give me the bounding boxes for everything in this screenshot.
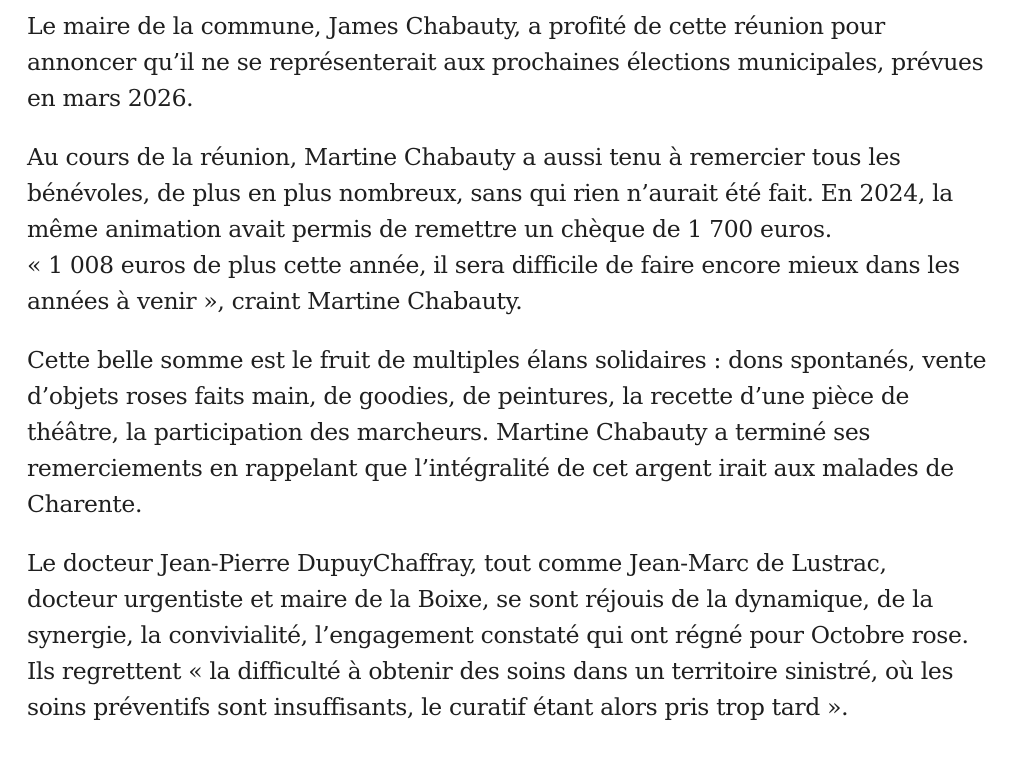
text-line: bénévoles, de plus en plus nombreux, sans qui rien n’aurait été fait. En 2024, la: [27, 179, 953, 207]
text-line: théâtre, la participation des marcheurs. Martine Chabauty a terminé ses: [27, 418, 871, 446]
text-line: Le maire de la commune, James Chabauty, a profité de cette réunion pour: [27, 12, 885, 40]
text-line: Au cours de la réunion, Martine Chabauty a aussi tenu à remercier tous les: [27, 143, 901, 171]
text-line: docteur urgentiste et maire de la Boixe, se sont réjouis de la dynamique, de la: [27, 585, 933, 613]
paragraph-mayor-announcement: [27, 8, 984, 116]
text-line: soins préventifs sont insuffisants, le curatif étant alors pris trop tard ».: [27, 693, 849, 721]
text-line: remerciements en rappelant que l’intégralité de cet argent irait aux malades de: [27, 454, 954, 482]
text-line: années à venir », craint Martine Chabauty.: [27, 287, 523, 315]
text-line: Le docteur Jean-Pierre DupuyChaffray, tout comme Jean-Marc de Lustrac,: [27, 549, 887, 577]
text-line: annoncer qu’il ne se représenterait aux prochaines élections municipales, prévues: [27, 48, 984, 76]
paragraph-volunteers-thanks: [27, 139, 977, 319]
text-line: Ils regrettent « la difficulté à obtenir des soins dans un territoire sinistré, où les: [27, 657, 954, 685]
text-line: Charente.: [27, 490, 143, 518]
text-line: d’objets roses faits main, de goodies, de peintures, la recette d’une pièce de: [27, 382, 910, 410]
article-body: [27, 8, 987, 725]
text-line: Cette belle somme est le fruit de multiples élans solidaires : dons spontanés, vente: [27, 346, 987, 374]
paragraph-doctors-remarks: [27, 545, 977, 725]
text-line: en mars 2026.: [27, 84, 194, 112]
text-line: même animation avait permis de remettre un chèque de 1 700 euros.: [27, 215, 832, 243]
paragraph-fundraising-sources: [27, 342, 987, 522]
text-line: « 1 008 euros de plus cette année, il sera difficile de faire encore mieux dans les: [27, 251, 960, 279]
text-line: synergie, la convivialité, l’engagement constaté qui ont régné pour Octobre rose.: [27, 621, 969, 649]
